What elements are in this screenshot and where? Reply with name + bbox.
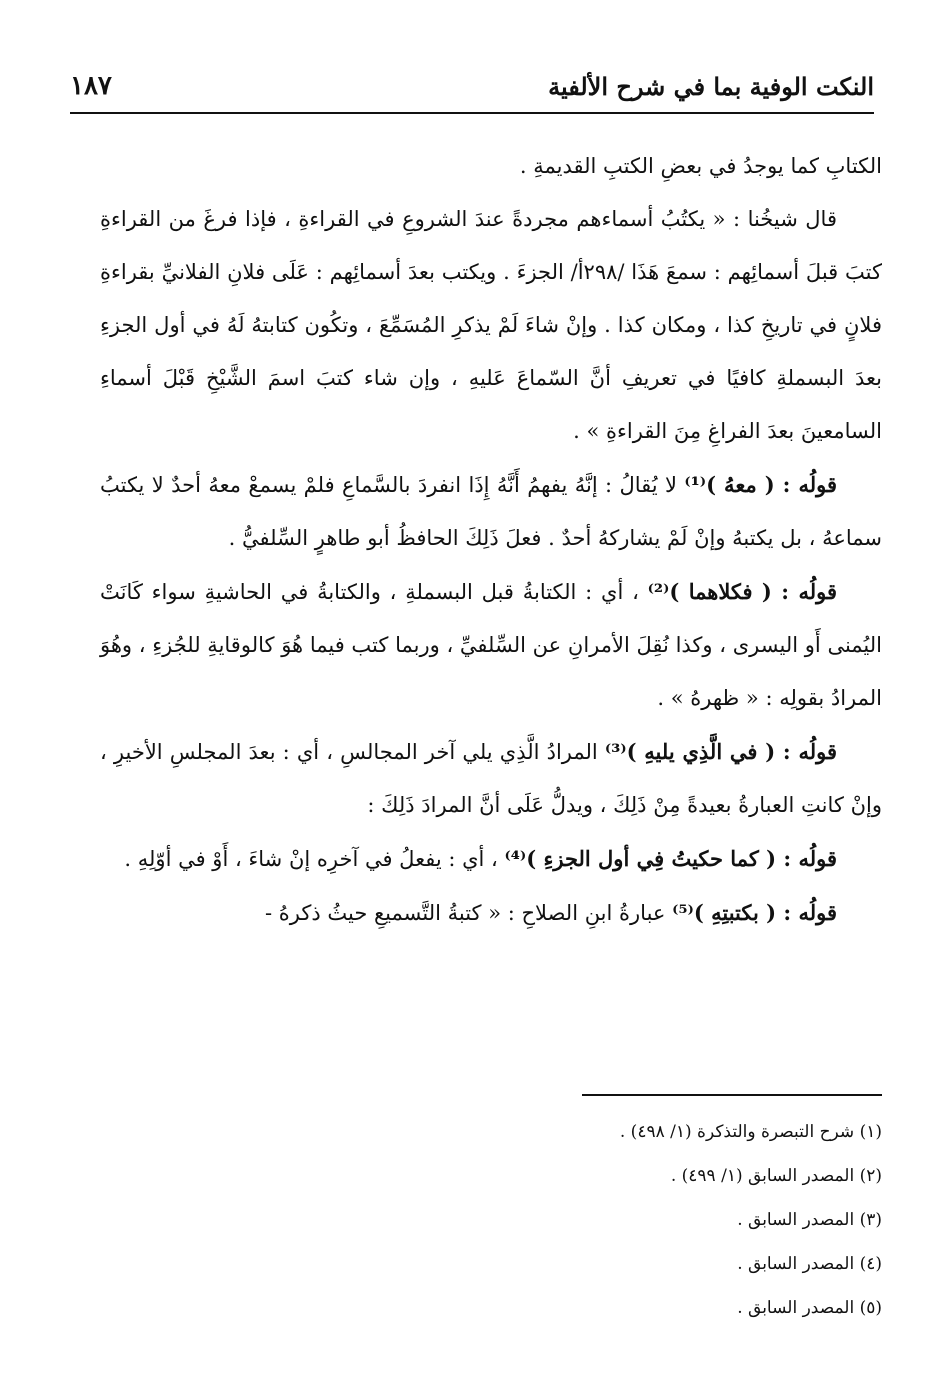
paragraph-1: الكتابِ كما يوجدُ في بعضِ الكتبِ القديمةِ . (519, 154, 882, 178)
lemma-4: قولُه : ( كما حكيتُ فِي أول الجزءِ )⁽⁴⁾ (504, 846, 837, 871)
lemma-5: قولُه : ( بكتبتِهِ )⁽⁵⁾ (672, 900, 837, 925)
lemma-3: قولُه : ( في الَّذِي يليهِ )⁽³⁾ (604, 739, 837, 764)
main-text (100, 140, 882, 940)
footnote-3: (٣) المصدر السابق . (737, 1210, 882, 1230)
paragraph-7 (100, 886, 882, 940)
footnote-rule (582, 1094, 882, 1096)
commentary-5: عبارةُ ابنِ الصلاحِ : « كتبةُ التَّسميعِ حيثُ ذكرهُ - (264, 901, 673, 925)
running-header (70, 66, 874, 106)
commentary-4: ، أي : يفعلُ في آخرِه إنْ شاءَ ، أَوْ في أوّلِهِ . (124, 847, 505, 871)
commentary-3: المرادُ الَّذِي يلي آخر المجالسِ ، أي : بعدَ المجلسِ الأخيرِ ، وإنْ كانتِ العبارةُ بعيدةً مِنْ ذَلِكَ ، ويدلُّ عَلَى أنَّ المرادَ ذَلِكَ : (100, 740, 882, 817)
header-rule (70, 112, 874, 114)
footnote-5: (٥) المصدر السابق . (737, 1298, 882, 1318)
commentary-2: ، أي : الكتابةُ قبل البسملةِ ، والكتابةُ في الحاشيةِ سواء كَانَتْ اليُمنى أَو اليسرى ، وكذا نُقِلَ الأمرانِ عن السِّلفيِّ ، وربما كتب فيما هُوَ كالوقايةِ للجُزءِ ، وهُوَ المرادُ بقولِه : « ظهرهُ » . (100, 580, 882, 710)
footnote-1: (١) شرح التبصرة والتذكرة (١/ ٤٩٨) . (619, 1122, 882, 1142)
commentary-1: لا يُقالُ : إنَّهُ يفهمُ أَنَّهُ إِذَا انفردَ بالسَّماعِ فلمْ يسمعْ معهُ أحدٌ لا يكتبُ سماعهُ ، بل يكتبهُ وإنْ لَمْ يشاركهُ أحدٌ . فعلَ ذَلِكَ الحافظُ أبو طاهرٍ السِّلفيُّ . (100, 473, 882, 550)
paragraph-5 (100, 725, 882, 832)
page-number: ١٨٧ (70, 71, 112, 101)
paragraph-6 (100, 832, 882, 886)
footnote-4: (٤) المصدر السابق . (737, 1254, 882, 1274)
book-title: النكت الوفية بما في شرح الألفية (548, 71, 874, 101)
lemma-2: قولُه : ( فكلاهما )⁽²⁾ (647, 579, 838, 604)
paragraph-3 (100, 458, 882, 565)
lemma-1: قولُه : ( معهُ )⁽¹⁾ (684, 472, 837, 497)
footnote-2: (٢) المصدر السابق (١/ ٤٩٩) . (670, 1166, 882, 1186)
paragraph-4 (100, 565, 882, 725)
footnotes (100, 1110, 882, 1330)
paragraph-2: قال شيخُنا : « يكتُبُ أسماءهم مجردةً عندَ الشروعِ في القراءةِ ، فإذا فرغَ من القراءةِ كتبَ قبلَ أسمائِهم : سمعَ هَذَا /٢٩٨أ/ الجزءَ . ويكتب بعدَ أسمائِهم : عَلَى فلانِ الفلانيِّ بقراءةِ فلانٍ في تاريخِ كذا ، ومكان كذا . وإنْ شاءَ لَمْ يذكرِ المُسَمِّعَ ، وتكُون كتابتهُ لَهُ في أول الجزءِ بعدَ البسملةِ كافيًا في تعريفِ أنَّ السّماعَ عَليهِ ، وإن شاء كتبَ اسمَ الشَّيْخِ قَبْلَ أسماءِ السامعينَ بعدَ الفراغِ مِنَ القراءةِ » . (100, 207, 882, 443)
